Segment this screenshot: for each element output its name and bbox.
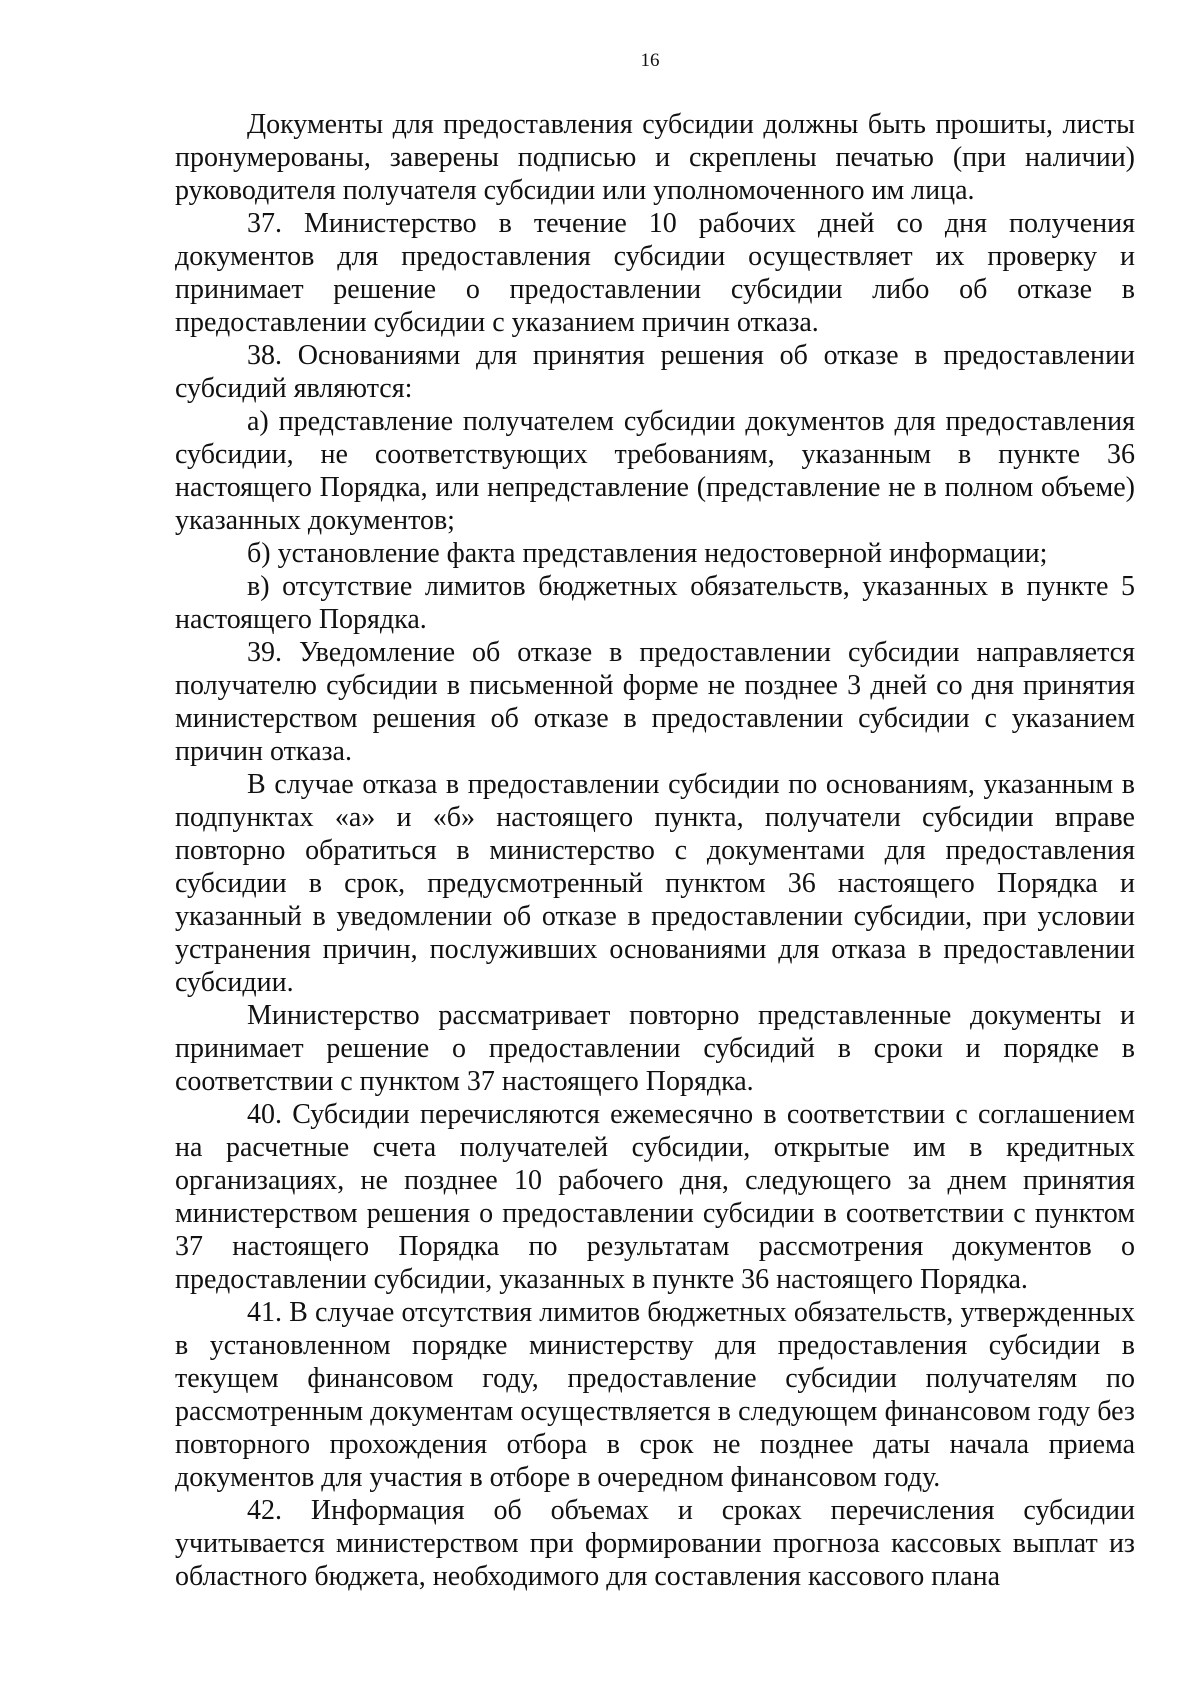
paragraph-item-39: 39. Уведомление об отказе в предоставлении субсидии направляется получателю субсидии в письменной форме не позднее 3 дней со дня принятия министерством решения об отказе в предоставлении субсидии с указанием причин отказа. [175, 637, 1135, 767]
paragraph-item-37: 37. Министерство в течение 10 рабочих дней со дня получения документов для предоставления субсидии осуществляет их проверку и принимает решение о предоставлении субсидии либо об отказе в предоставлении субсидии с указанием причин отказа. [175, 208, 1135, 338]
paragraph-documents-requirements: Документы для предоставления субсидии должны быть прошиты, листы пронумерованы, заверены подписью и скреплены печатью (при наличии) руководителя получателя субсидии или уполномоченного им лица. [175, 109, 1135, 206]
document-body [175, 108, 1135, 1593]
paragraph-item-38-a: а) представление получателем субсидии документов для предоставления субсидии, не соответствующих требованиям, указанным в пункте 36 настоящего Порядка, или непредставление (представление не в полном объеме) указанных документов; [175, 406, 1135, 536]
paragraph-item-39-refusal-case: В случае отказа в предоставлении субсидии по основаниям, указанным в подпунктах «а» и «б» настоящего пункта, получатели субсидии вправе повторно обратиться в министерство с документами для предоставления субсидии в срок, предусмотренный пунктом 36 настоящего Порядка и указанный в уведомлении об отказе в предоставлении субсидии, при условии устранения причин, послуживших основаниями для отказа в предоставлении субсидии. [175, 769, 1135, 998]
paragraph-item-38: 38. Основаниями для принятия решения об отказе в предоставлении субсидий являются: [175, 340, 1135, 404]
paragraph-item-40: 40. Субсидии перечисляются ежемесячно в соответствии с соглашением на расчетные счета получателей субсидии, открытые им в кредитных организациях, не позднее 10 рабочего дня, следующего за днем принятия министерством решения о предоставлении субсидии в соответствии с пунктом 37 настоящего Порядка по результатам рассмотрения документов о предоставлении субсидии, указанных в пункте 36 настоящего Порядка. [175, 1099, 1135, 1295]
paragraph-item-39-resubmission: Министерство рассматривает повторно представленные документы и принимает решение о предоставлении субсидий в сроки и порядке в соответствии с пунктом 37 настоящего Порядка. [175, 1000, 1135, 1097]
paragraph-item-38-v: в) отсутствие лимитов бюджетных обязательств, указанных в пункте 5 настоящего Порядка. [175, 571, 1135, 635]
paragraph-item-41: 41. В случае отсутствия лимитов бюджетных обязательств, утвержденных в установленном порядке министерству для предоставления субсидии в текущем финансовом году, предоставление субсидии получателям по рассмотренным документам осуществляется в следующем финансовом году без повторного прохождения отбора в срок не позднее даты начала приема документов для участия в отборе в очередном финансовом году. [175, 1297, 1135, 1493]
paragraph-item-42: 42. Информация об объемах и сроках перечисления субсидии учитывается министерством при формировании прогноза кассовых выплат из областного бюджета, необходимого для составления кассового плана [175, 1495, 1135, 1592]
paragraph-item-38-b: б) установление факта представления недостоверной информации; [247, 538, 1048, 569]
page-number: 16 [640, 50, 660, 71]
